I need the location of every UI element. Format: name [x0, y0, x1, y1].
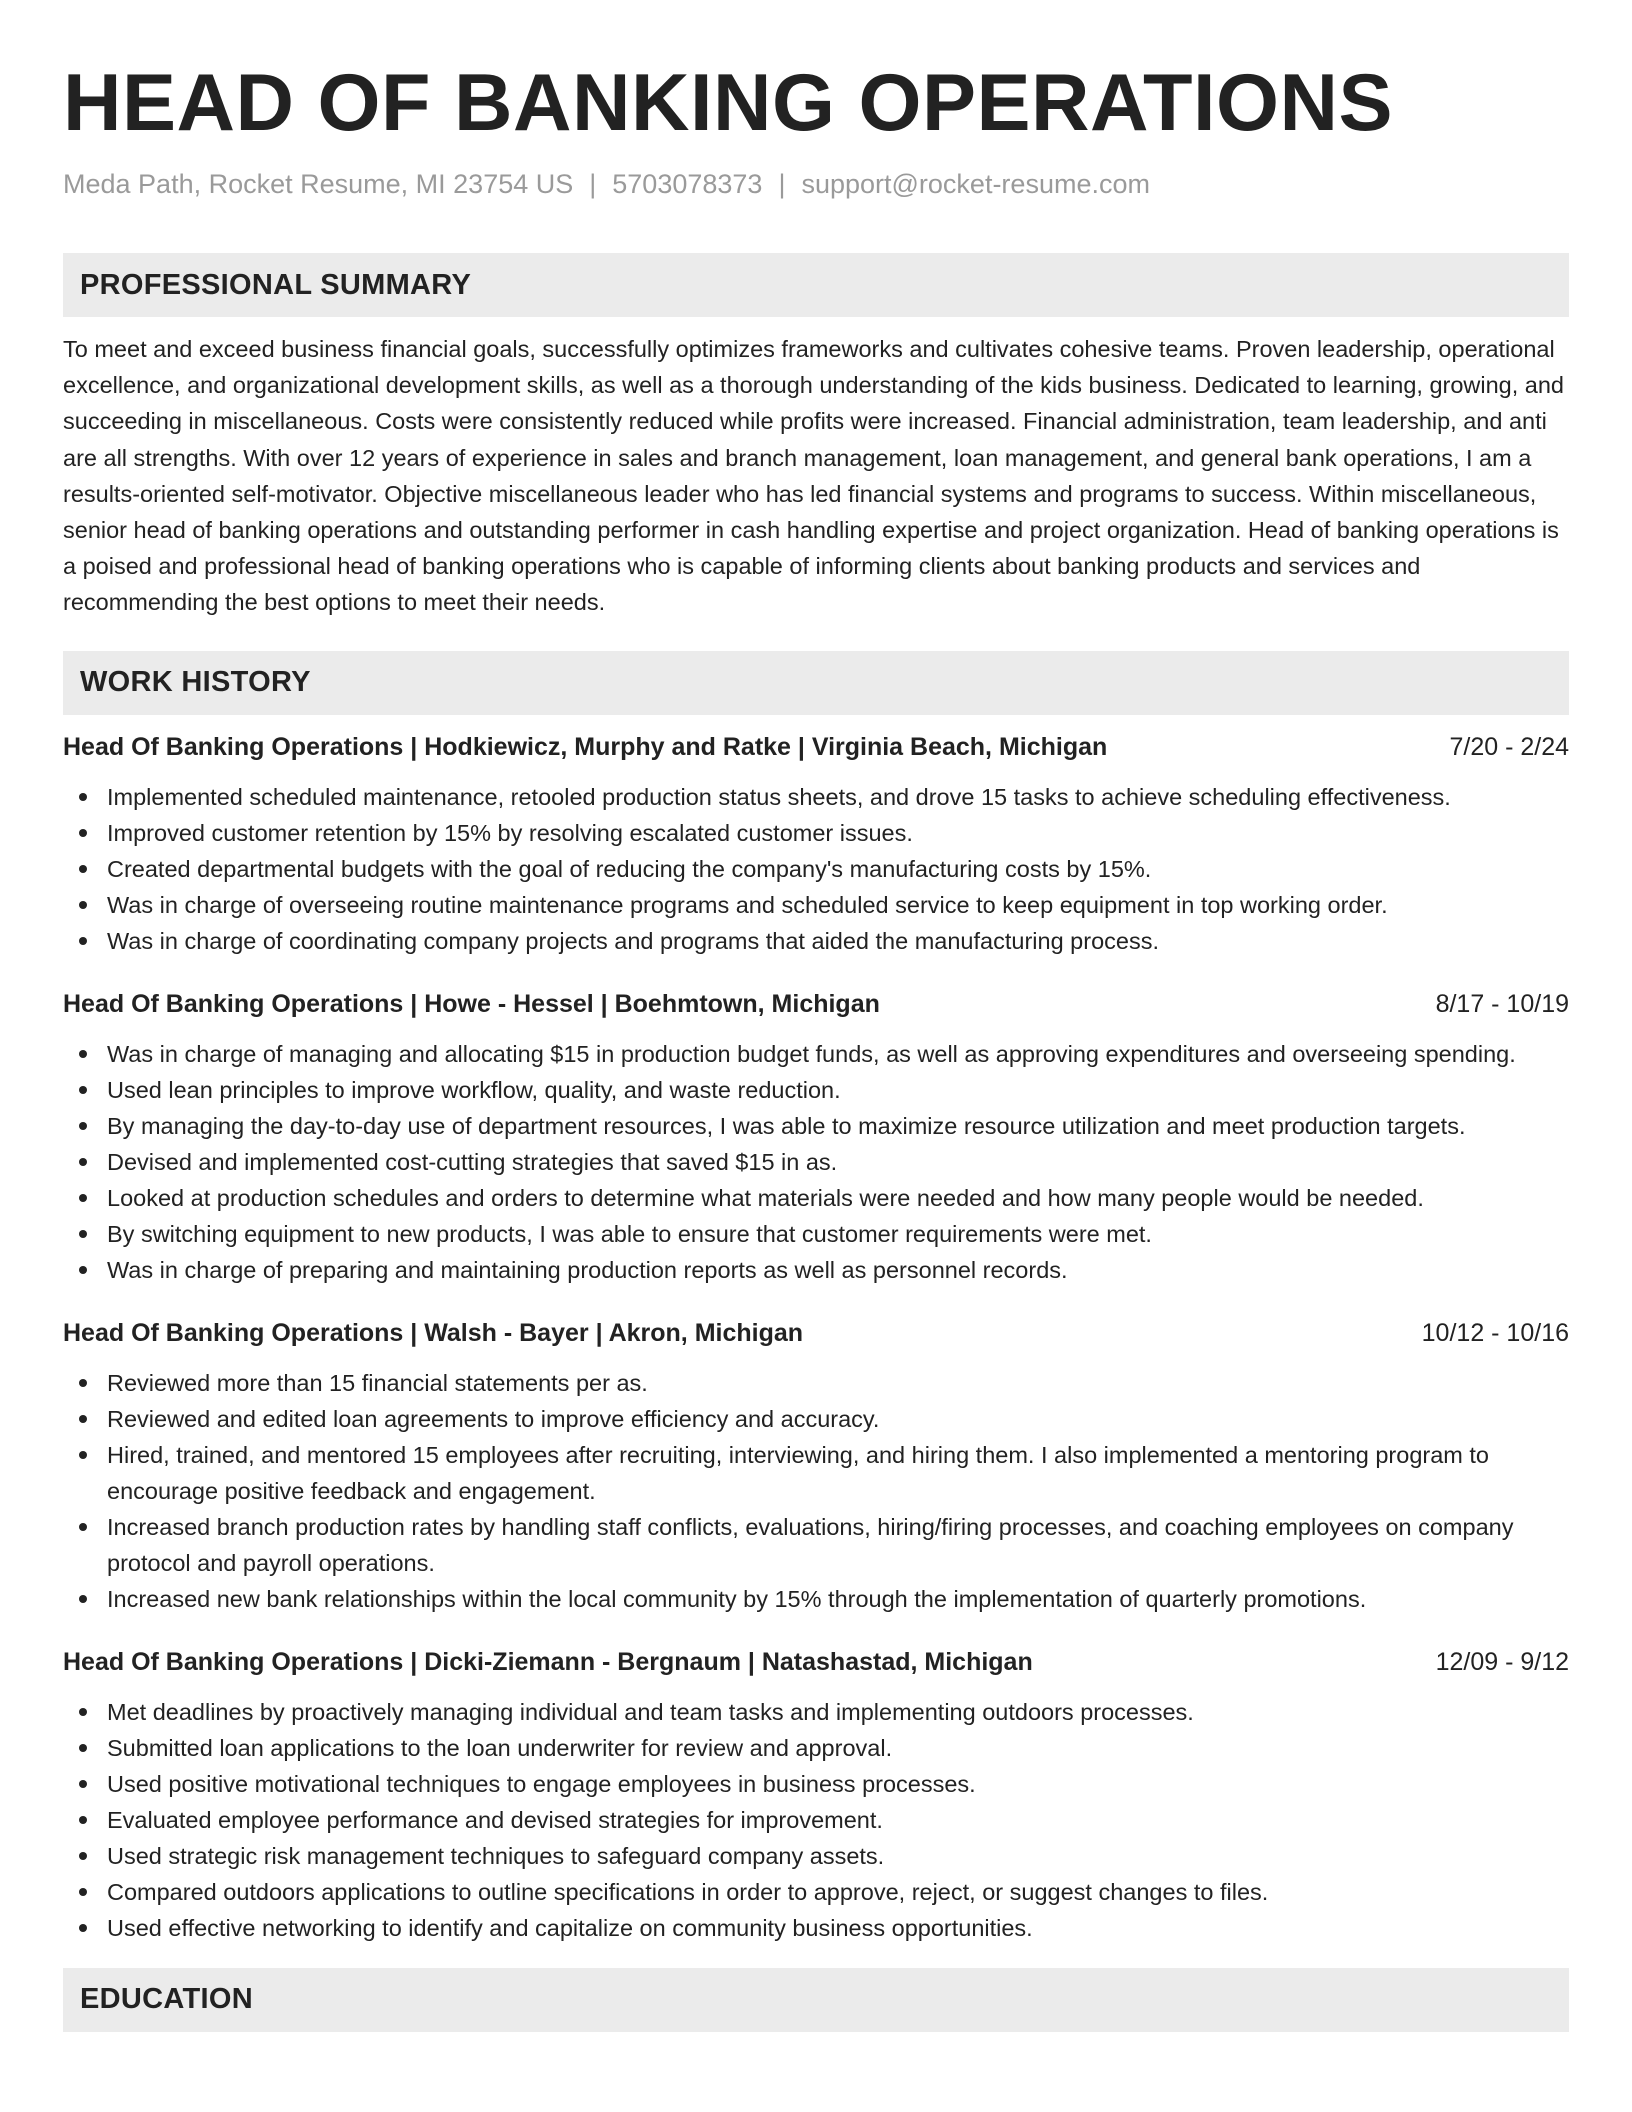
- contact-email: support@rocket-resume.com: [801, 169, 1150, 199]
- list-item: [63, 923, 1569, 959]
- bullet-text: Increased branch production rates by handling staff conflicts, evaluations, hiring/firing processes, and coaching employees on company protocol and payroll operations.: [107, 1513, 1514, 1576]
- bullet-dot-icon: [79, 865, 87, 873]
- bullet-text: Looked at production schedules and orders to determine what materials were needed and how many people would be needed.: [107, 1184, 1424, 1211]
- list-item: [63, 1910, 1569, 1946]
- list-item: [63, 1365, 1569, 1401]
- bullet-text: Devised and implemented cost-cutting strategies that saved $15 in as.: [107, 1148, 838, 1175]
- contact-separator: |: [778, 169, 786, 199]
- list-item: [63, 1730, 1569, 1766]
- bullet-text: Submitted loan applications to the loan underwriter for review and approval.: [107, 1734, 893, 1761]
- list-item: [63, 1072, 1569, 1108]
- bullet-dot-icon: [79, 1523, 87, 1531]
- list-item: [63, 1581, 1569, 1617]
- job-entry: [63, 729, 1569, 959]
- job-dates: 10/12 - 10/16: [1421, 1318, 1569, 1347]
- bullet-dot-icon: [79, 1780, 87, 1788]
- job-bullet-list: [63, 1365, 1569, 1617]
- bullet-dot-icon: [79, 829, 87, 837]
- bullet-text: By switching equipment to new products, I was able to ensure that customer requirements were met.: [107, 1220, 1152, 1247]
- list-item: [63, 887, 1569, 923]
- bullet-dot-icon: [79, 1158, 87, 1166]
- bullet-dot-icon: [79, 901, 87, 909]
- resume-name: HEAD OF BANKING OPERATIONS: [63, 58, 1394, 148]
- list-item: [63, 815, 1569, 851]
- bullet-text: Compared outdoors applications to outline specifications in order to approve, reject, or suggest changes to files.: [107, 1878, 1269, 1905]
- job-bullet-list: [63, 1694, 1569, 1946]
- bullet-dot-icon: [79, 1888, 87, 1896]
- bullet-text: Was in charge of preparing and maintaining production reports as well as personnel records.: [107, 1256, 1068, 1283]
- contact-phone: 5703078373: [612, 169, 763, 199]
- bullet-dot-icon: [79, 1744, 87, 1752]
- job-entry: [63, 986, 1569, 1288]
- bullet-text: Reviewed more than 15 financial statements per as.: [107, 1369, 648, 1396]
- bullet-dot-icon: [79, 1194, 87, 1202]
- job-header-row: [63, 729, 1569, 765]
- bullet-dot-icon: [79, 1415, 87, 1423]
- job-dates: 12/09 - 9/12: [1435, 1647, 1569, 1676]
- list-item: [63, 1874, 1569, 1910]
- bullet-text: Evaluated employee performance and devised strategies for improvement.: [107, 1806, 883, 1833]
- bullet-dot-icon: [79, 1230, 87, 1238]
- bullet-text: Increased new bank relationships within the local community by 15% through the implementation of quarterly promotions.: [107, 1585, 1367, 1612]
- job-title: Head Of Banking Operations | Dicki-Ziemann - Bergnaum | Natashastad, Michigan: [63, 1647, 1033, 1676]
- list-item: [63, 1144, 1569, 1180]
- list-item: [63, 1252, 1569, 1288]
- bullet-dot-icon: [79, 1050, 87, 1058]
- job-bullet-list: [63, 779, 1569, 959]
- list-item: [63, 779, 1569, 815]
- bullet-text: By managing the day-to-day use of department resources, I was able to maximize resource utilization and meet production targets.: [107, 1112, 1466, 1139]
- list-item: [63, 1694, 1569, 1730]
- bullet-text: Used strategic risk management techniques to safeguard company assets.: [107, 1842, 885, 1869]
- bullet-dot-icon: [79, 1379, 87, 1387]
- bullet-text: Met deadlines by proactively managing individual and team tasks and implementing outdoors processes.: [107, 1698, 1194, 1725]
- bullet-text: Reviewed and edited loan agreements to improve efficiency and accuracy.: [107, 1405, 880, 1432]
- bullet-dot-icon: [79, 1708, 87, 1716]
- bullet-text: Used positive motivational techniques to engage employees in business processes.: [107, 1770, 976, 1797]
- contact-line: [63, 167, 1569, 201]
- work-history-list: [63, 729, 1569, 1946]
- section-heading-summary: PROFESSIONAL SUMMARY: [63, 253, 1569, 317]
- bullet-dot-icon: [79, 1852, 87, 1860]
- list-item: [63, 1108, 1569, 1144]
- list-item: [63, 1401, 1569, 1437]
- job-title: Head Of Banking Operations | Hodkiewicz, Murphy and Ratke | Virginia Beach, Michigan: [63, 732, 1108, 761]
- bullet-text: Implemented scheduled maintenance, retooled production status sheets, and drove 15 tasks to achieve scheduling effectiveness.: [107, 783, 1451, 810]
- list-item: [63, 1180, 1569, 1216]
- bullet-text: Hired, trained, and mentored 15 employees after recruiting, interviewing, and hiring them. I also implemented a mentoring program to encourage positive feedback and engagement.: [107, 1441, 1489, 1504]
- bullet-dot-icon: [79, 1122, 87, 1130]
- job-header-row: [63, 1644, 1569, 1680]
- bullet-dot-icon: [79, 1086, 87, 1094]
- bullet-dot-icon: [79, 1595, 87, 1603]
- bullet-text: Was in charge of managing and allocating $15 in production budget funds, as well as approving expenditures and overseeing spending.: [107, 1040, 1516, 1067]
- list-item: [63, 1838, 1569, 1874]
- bullet-dot-icon: [79, 1451, 87, 1459]
- contact-address: Meda Path, Rocket Resume, MI 23754 US: [63, 169, 574, 199]
- job-dates: 8/17 - 10/19: [1435, 989, 1569, 1018]
- section-heading-education: EDUCATION: [63, 1968, 1569, 2032]
- list-item: [63, 851, 1569, 887]
- job-header-row: [63, 1315, 1569, 1351]
- list-item: [63, 1437, 1569, 1509]
- list-item: [63, 1509, 1569, 1581]
- bullet-text: Improved customer retention by 15% by resolving escalated customer issues.: [107, 819, 913, 846]
- bullet-text: Was in charge of overseeing routine maintenance programs and scheduled service to keep equipment in top working order.: [107, 891, 1388, 918]
- list-item: [63, 1766, 1569, 1802]
- job-title: Head Of Banking Operations | Howe - Hessel | Boehmtown, Michigan: [63, 989, 880, 1018]
- bullet-dot-icon: [79, 793, 87, 801]
- bullet-dot-icon: [79, 937, 87, 945]
- list-item: [63, 1216, 1569, 1252]
- bullet-text: Created departmental budgets with the goal of reducing the company's manufacturing costs by 15%.: [107, 855, 1152, 882]
- bullet-text: Was in charge of coordinating company projects and programs that aided the manufacturing process.: [107, 927, 1159, 954]
- summary-text: To meet and exceed business financial goals, successfully optimizes frameworks and cultivates cohesive teams. Proven leadership, operational excellence, and organizational development skills, as well as a thorough understanding of the kids business. Dedicated to learning, growing, and succeeding in miscellaneous. Costs were consistently reduced while profits were increased. Financial administration, team leadership, and anti are all strengths. With over 12 years of experience in sales and branch management, loan management, and general bank operations, I am a results-oriented self-motivator. Objective miscellaneous leader who has led financial systems and programs to success. Within miscellaneous, senior head of banking operations and outstanding performer in cash handling expertise and project organization. Head of banking operations is a poised and professional head of banking operations who is capable of informing clients about banking products and services and recommending the best options to meet their needs.: [63, 336, 1565, 616]
- bullet-dot-icon: [79, 1266, 87, 1274]
- bullet-dot-icon: [79, 1816, 87, 1824]
- job-entry: [63, 1315, 1569, 1617]
- job-header-row: [63, 986, 1569, 1022]
- list-item: [63, 1036, 1569, 1072]
- job-entry: [63, 1644, 1569, 1946]
- job-dates: 7/20 - 2/24: [1449, 732, 1569, 761]
- contact-separator: |: [589, 169, 597, 199]
- bullet-dot-icon: [79, 1924, 87, 1932]
- list-item: [63, 1802, 1569, 1838]
- bullet-text: Used effective networking to identify and capitalize on community business opportunities.: [107, 1914, 1033, 1941]
- job-bullet-list: [63, 1036, 1569, 1288]
- bullet-text: Used lean principles to improve workflow, quality, and waste reduction.: [107, 1076, 841, 1103]
- section-heading-work-history: WORK HISTORY: [63, 651, 1569, 715]
- job-title: Head Of Banking Operations | Walsh - Bayer | Akron, Michigan: [63, 1318, 804, 1347]
